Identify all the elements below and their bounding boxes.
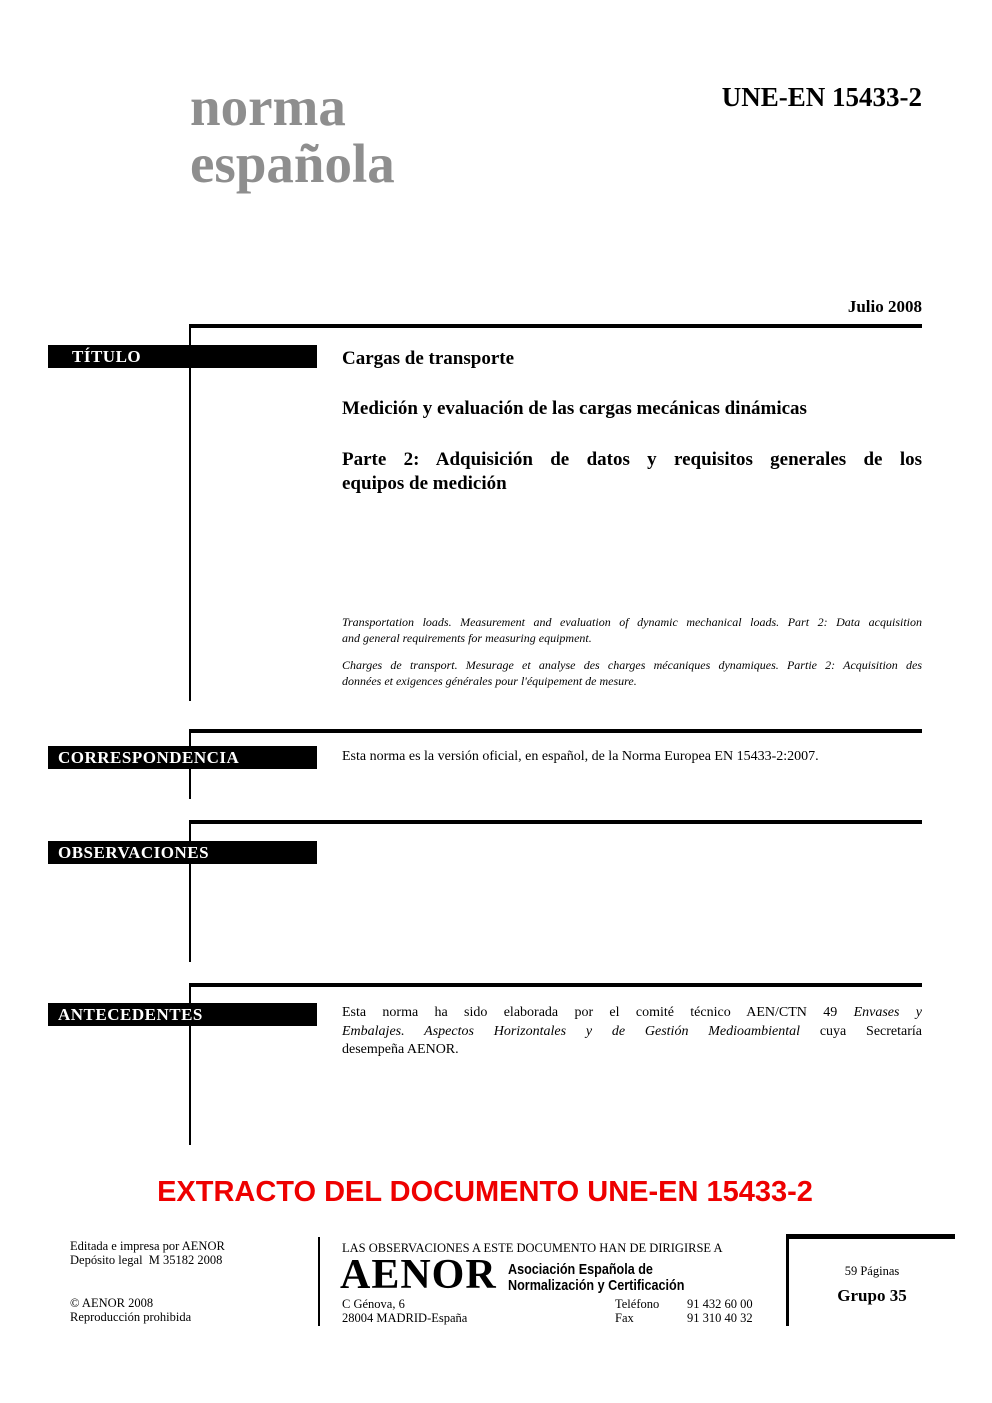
abstract-french-line-1: Charges de transport. Mesurage et analyse des charges mécaniques dynamiques. Partie 2: Acquisition des [342,658,922,672]
aenor-org-name [508,1262,684,1294]
antecedentes-line-3: desempeña AENOR. [342,1042,459,1057]
antecedentes-line-2 [342,1023,922,1042]
footer-group-box [786,1234,955,1326]
aenor-org-name-line-1: Asociación Española de [508,1261,653,1278]
footer-fax-row [615,1311,753,1325]
abstract-english-line-1: Transportation loads. Measurement and evaluation of dynamic mechanical loads. Part 2: Data acquisition [342,615,922,629]
norma-espanola-logo [190,78,395,192]
titulo-top-rule [190,324,922,328]
extracto-banner: EXTRACTO DEL DOCUMENTO UNE-EN 15433-2 [157,1176,813,1208]
abstract-french [342,657,922,689]
footer-address-line-1: C Génova, 6 [342,1297,405,1311]
footer-phone-label: Teléfono [615,1297,660,1311]
titulo-label: TÍTULO [48,345,317,368]
titulo-left-rule [189,324,191,701]
group-number: Grupo 35 [837,1286,907,1305]
abstract-english-line-2: and general requirements for measuring equipment. [342,631,592,645]
footer-deposit-line: Depósito legal M 35182 2008 [70,1253,223,1267]
footer-address [342,1297,467,1325]
footer-publisher-block [70,1239,225,1267]
title-line-2: Medición y evaluación de las cargas mecánicas dinámicas [342,398,807,419]
footer-fax-label: Fax [615,1311,634,1325]
title-part2-line-1: Parte 2: Adquisición de datos y requisitos generales de los [342,449,922,470]
antecedentes-top-rule [190,983,922,987]
antecedentes-label: ANTECEDENTES [48,1003,317,1026]
title-part2 [342,448,922,496]
footer-contacts [615,1297,753,1325]
title-part2-line-2: equipos de medición [342,473,507,494]
pages-count: 59 Páginas [844,1264,900,1278]
footer-copyright-line: © AENOR 2008 [70,1296,154,1310]
correspondencia-label: CORRESPONDENCIA [48,746,317,769]
footer-fax-number: 91 310 40 32 [687,1311,753,1325]
title-line-1: Cargas de transporte [342,348,515,369]
antecedentes-line-2-italic: Embalajes. Aspectos Horizontales y de Gestión Medioambiental [342,1023,800,1039]
abstract-french-line-2: données et exigences générales pour l'équipement de mesure. [342,674,637,688]
document-code: UNE-EN 15433-2 [721,82,922,112]
observaciones-label: OBSERVACIONES [48,841,317,864]
footer-copyright-block [70,1296,191,1324]
footer-phone-row [615,1297,753,1311]
correspondencia-top-rule [190,729,922,733]
antecedentes-line-1-normal: Esta norma ha sido elaborada por el comité técnico AEN/CTN 49 [342,1005,838,1020]
footer-notice: LAS OBSERVACIONES A ESTE DOCUMENTO HAN DE DIRIGIRSE A [342,1241,723,1255]
antecedentes-line-1-italic: Envases y [853,1005,922,1020]
footer-reproduction-line: Reproducción prohibida [70,1310,192,1324]
antecedentes-line-1 [342,1004,922,1023]
observaciones-top-rule [190,820,922,824]
antecedentes-line-2-normal: cuya Secretaría [819,1023,922,1039]
brand-line-1: norma [190,76,346,137]
footer-divider [318,1237,320,1326]
abstract-english [342,614,922,646]
brand-line-2: española [190,133,395,194]
issue-date: Julio 2008 [847,297,922,316]
correspondencia-text: Esta norma es la versión oficial, en español, de la Norma Europea EN 15433-2:2007. [342,749,819,764]
aenor-org-name-line-2: Normalización y Certificación [508,1277,685,1294]
footer-phone-number: 91 432 60 00 [687,1297,753,1311]
aenor-logo: AENOR [340,1252,497,1298]
antecedentes-text [342,1004,922,1060]
footer-edited-line: Editada e impresa por AENOR [70,1239,225,1253]
footer-address-line-2: 28004 MADRID-España [342,1311,468,1325]
